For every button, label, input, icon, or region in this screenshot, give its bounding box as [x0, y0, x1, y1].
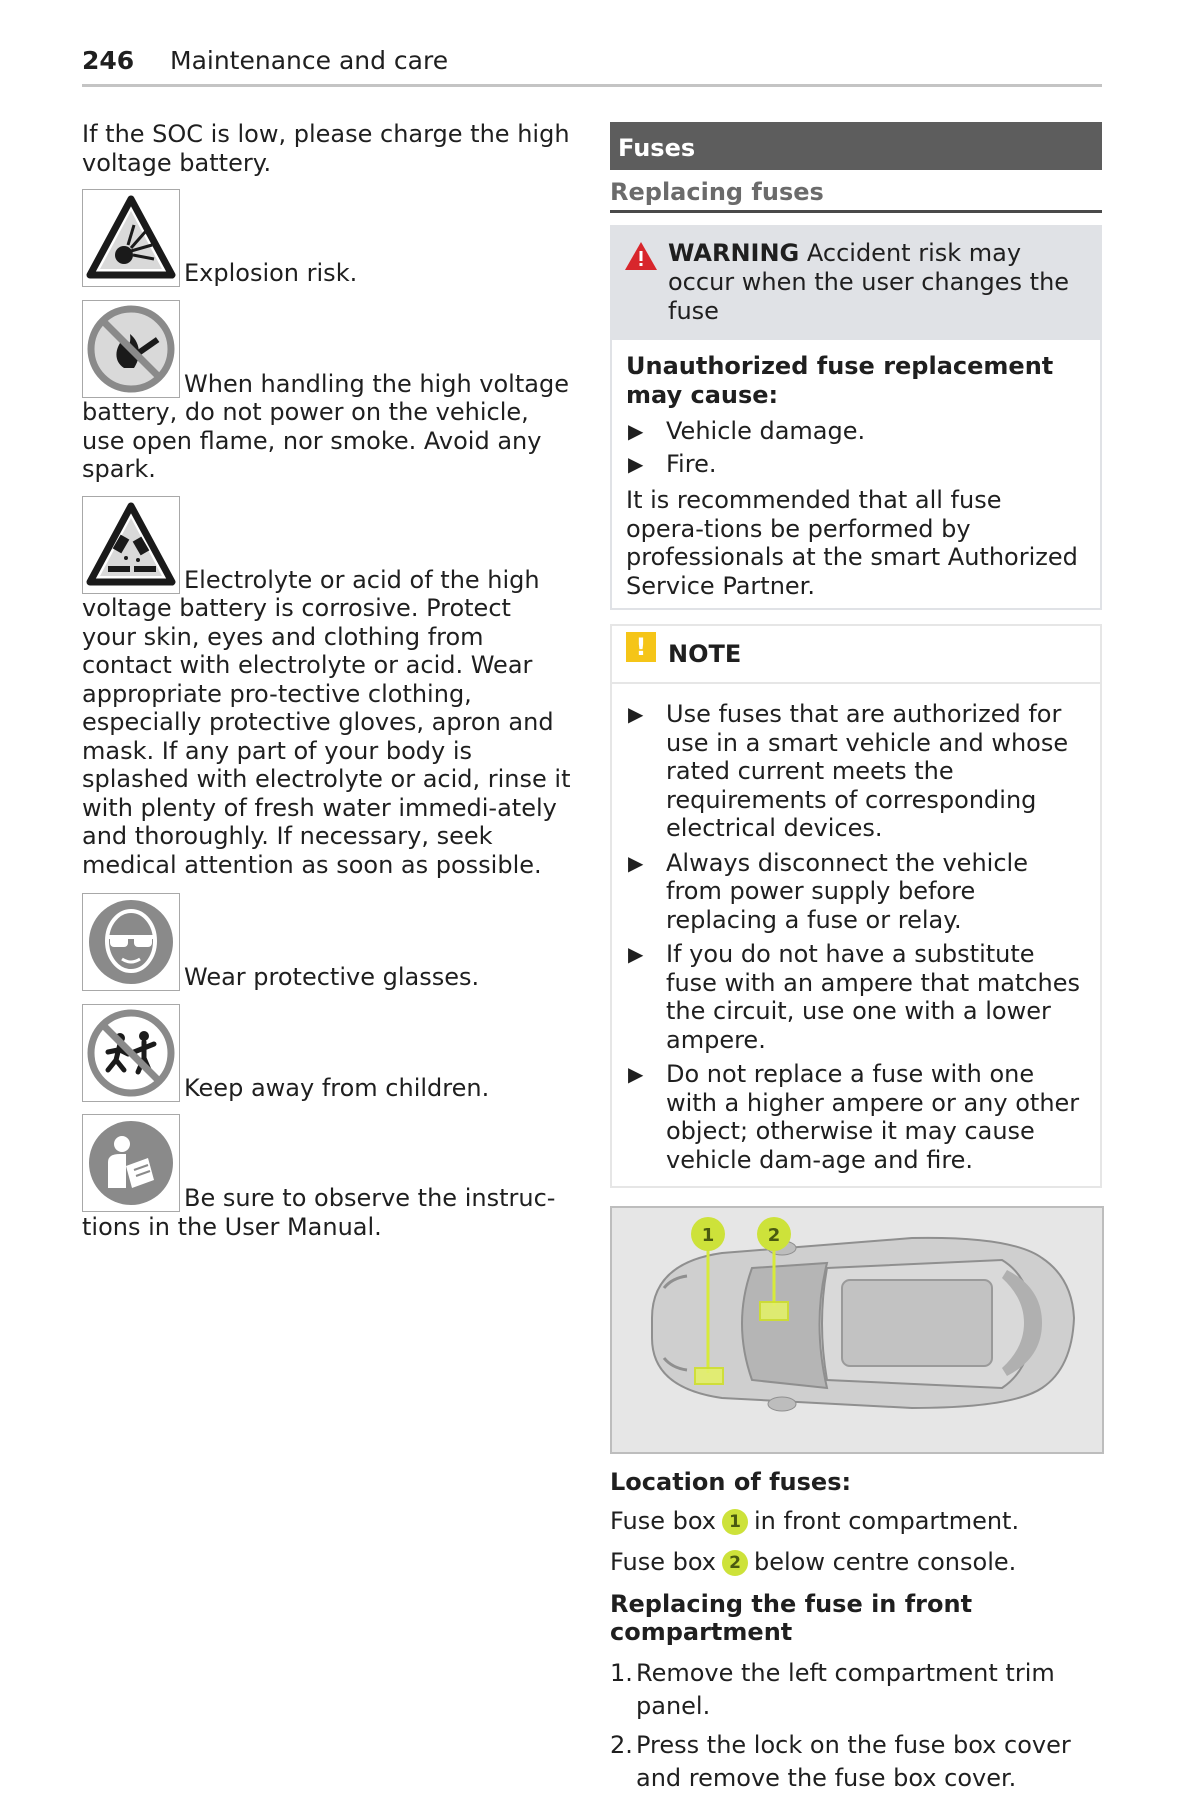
corrosive-warning-icon: [82, 496, 180, 594]
subheading: Replacing fuses: [610, 178, 1102, 213]
note-icon: !: [626, 632, 656, 662]
note-box: [610, 624, 1102, 1188]
symbol-text: When handling the high voltage battery, do not power on the vehicle, use open flame, nor smoke. Avoid any spark.: [82, 369, 569, 483]
svg-text:2: 2: [767, 1225, 781, 1246]
warning-header: [612, 227, 1100, 340]
intro-text: If the SOC is low, please charge the high voltage battery.: [82, 120, 570, 177]
symbol-glasses: [82, 893, 572, 992]
right-column: [610, 122, 1102, 1801]
symbol-text: Wear protective glasses.: [184, 963, 480, 991]
procedure-heading: Replacing the fuse in front compartment: [610, 1589, 973, 1646]
list-item: ▶ Fire.: [626, 450, 1086, 479]
list-item: ▶ Vehicle damage.: [626, 417, 1086, 446]
callout-1: [691, 1217, 725, 1251]
location-heading: Location of fuses:: [610, 1468, 852, 1496]
read-manual-icon: [82, 1114, 180, 1212]
symbol-manual: [82, 1114, 572, 1241]
list-item: ▶ Always disconnect the vehicle from power supply before replacing a fuse or relay.: [626, 849, 1086, 935]
procedure-steps: [610, 1657, 1102, 1795]
page-number: 246: [82, 46, 135, 75]
warning-box: [610, 225, 1102, 610]
symbol-text: Keep away from children.: [184, 1073, 490, 1102]
fuse-location-section: [610, 1468, 1102, 1795]
location-row: Fuse box 1 in front compartment.: [610, 1506, 1020, 1535]
location-row: Fuse box 2 below centre console.: [610, 1548, 1017, 1576]
warning-recommendation: It is recommended that all fuse opera-tions be performed by professionals at the smart Authorized Service Partner.: [626, 486, 1078, 600]
left-column: [82, 120, 572, 1241]
section-title: Maintenance and care: [170, 46, 449, 75]
warning-lead: Unauthorized fuse replacement may cause:: [626, 352, 1054, 409]
section-bar: Fuses: [610, 122, 1102, 170]
symbol-explosion: [82, 189, 572, 288]
svg-text:1: 1: [701, 1225, 715, 1246]
symbol-corrosive: [82, 496, 572, 880]
callout-2: [757, 1217, 791, 1251]
fuse-location-figure: [610, 1206, 1104, 1454]
callout-badge: 1: [722, 1509, 748, 1535]
warning-body: [612, 340, 1100, 608]
step-item: 2. Press the lock on the fuse box cover and remove the fuse box cover.: [610, 1730, 1071, 1792]
warning-triangle-icon: [624, 241, 658, 271]
list-item: ▶ Use fuses that are authorized for use in a smart vehicle and whose rated current meets the requirements of corresponding electrical devices.: [626, 700, 1086, 843]
note-header: [612, 626, 1100, 684]
no-flame-no-smoking-icon: [82, 300, 180, 398]
symbol-no-flame: [82, 300, 572, 484]
list-item: ▶ Do not replace a fuse with one with a higher ampere or any other object; otherwise it may cause vehicle dam-age and fire.: [626, 1060, 1086, 1174]
symbol-children: [82, 1004, 572, 1103]
list-item: ▶ If you do not have a substitute fuse with an ampere that matches the circuit, use one with a lower ampere.: [626, 940, 1086, 1054]
warning-title: Accident risk may occur when the user changes the fuse: [668, 239, 1070, 325]
symbol-text: Electrolyte or acid of the high voltage battery is corrosive. Protect your skin, eyes and clothing from contact with electrolyte or acid. Wear appropriate pro-tective clothing, especially protective gloves, apron and mask. If any part of your body is splashed with electrolyte or acid, rinse it with plenty of fresh water immedi-ately and thoroughly. If necessary, seek medical attention as soon as possible.: [82, 565, 571, 879]
explosion-warning-icon: [82, 189, 180, 287]
step-item: 1. Remove the left compartment trim panel.: [610, 1658, 1055, 1720]
page-header: [82, 46, 1102, 87]
callout-badge: 2: [722, 1550, 748, 1576]
keep-away-children-icon: [82, 1004, 180, 1102]
symbol-text: Be sure to observe the instruc-tions in the User Manual.: [82, 1184, 556, 1241]
symbol-text: Explosion risk.: [184, 259, 358, 287]
note-label: NOTE: [668, 640, 742, 668]
note-body: [612, 684, 1100, 1186]
protective-glasses-icon: [82, 893, 180, 991]
warning-label: WARNING: [668, 239, 800, 267]
